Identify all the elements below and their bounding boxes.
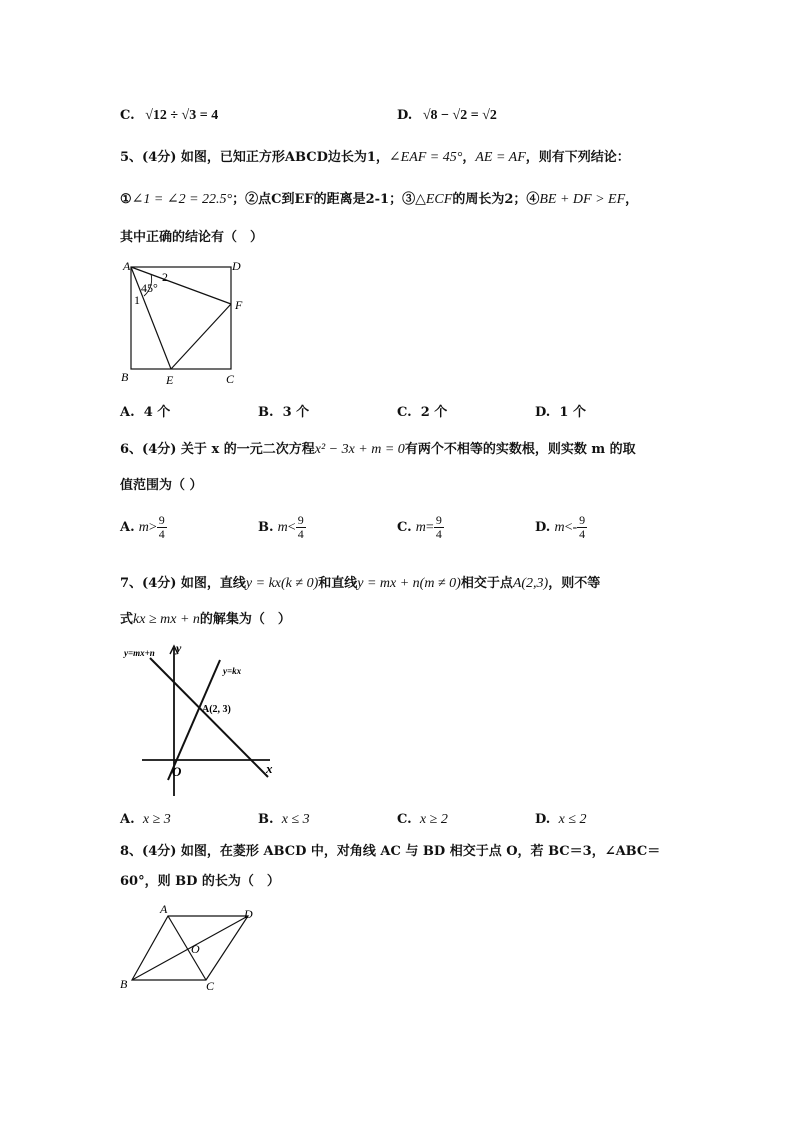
denominator: 4: [297, 527, 304, 541]
q5-stem-line3: 其中正确的结论有（ ）: [120, 230, 264, 245]
option-text: 4 个: [143, 405, 171, 420]
math: BE + DF > EF: [539, 192, 626, 207]
fraction: [157, 514, 167, 541]
option-var: m: [415, 520, 426, 535]
math: A(2,3): [512, 576, 549, 591]
angle-1-label: 1: [134, 293, 140, 307]
vertex-c-label: C: [206, 979, 215, 993]
option-label: A.: [120, 520, 135, 535]
diagonal-ac: [168, 916, 206, 980]
q5-option-b[interactable]: [258, 403, 309, 423]
option-label: D.: [535, 812, 551, 827]
math: x² − 3x + m = 0: [314, 442, 405, 457]
q6-option-b[interactable]: [258, 514, 306, 541]
text: ，则不等: [548, 576, 601, 591]
label-origin: O: [172, 764, 182, 779]
point-e-label: E: [166, 373, 174, 387]
text: 相交于点: [460, 576, 513, 591]
math: y = kx(k ≠ 0): [245, 576, 319, 591]
text: 7、(4分) 如图，直线: [120, 576, 246, 591]
q6-stem-line2: 值范围为（ ）: [120, 478, 203, 493]
option-rel: >: [148, 520, 157, 535]
vertex-d-label: D: [244, 907, 253, 921]
fraction: [296, 514, 306, 541]
text: ，: [625, 192, 639, 207]
denominator: 4: [435, 527, 442, 541]
option-label: B.: [258, 405, 274, 420]
numerator: 9: [435, 513, 442, 527]
option-label: C.: [120, 108, 135, 123]
q6-option-d[interactable]: [535, 514, 587, 541]
text: ，: [462, 150, 476, 165]
text: ；②点C到EF的距离是2-1；③: [232, 192, 416, 207]
q6-option-c[interactable]: [397, 514, 444, 541]
q6-option-a[interactable]: [120, 514, 167, 541]
vertex-c-label: C: [226, 372, 235, 386]
text: ，则有下列结论：: [525, 150, 630, 165]
text: 和直线: [318, 576, 358, 591]
q6-stem-line1: [120, 440, 636, 460]
q5-stem-line2: [120, 190, 638, 210]
angle-45-label: 45°: [141, 281, 158, 295]
option-text: x ≥ 2: [419, 812, 448, 827]
angle-2-label: 2: [162, 270, 168, 284]
text: 有两个不相等的实数根，则实数 m 的取: [404, 442, 636, 457]
text: 5、(4分) 如图，已知正方形ABCD边长为1，: [120, 150, 389, 165]
point-f-label: F: [235, 298, 243, 312]
option-expression: √8 − √2 = √2: [422, 108, 497, 123]
math: ∠EAF = 45°: [388, 150, 463, 165]
option-rel: =: [425, 520, 434, 535]
option-label: A.: [120, 405, 135, 420]
math: △ECF: [415, 192, 453, 207]
vertex-a-label: A: [123, 259, 131, 273]
math: AE = AF: [475, 150, 526, 165]
q8-stem-line1: 8、(4分) 如图，在菱形 ABCD 中，对角线 AC 与 BD 相交于点 O，若 BC＝3，∠ABC＝: [120, 844, 661, 859]
math: ∠1 = ∠2 = 22.5°: [131, 192, 233, 207]
math: y = mx + n(m ≠ 0): [357, 576, 461, 591]
segment-ef: [171, 304, 231, 369]
numerator: 9: [297, 513, 304, 527]
label-x-axis: x: [266, 761, 273, 776]
q4-option-d: [397, 106, 497, 126]
q5-stem-line1: [120, 148, 630, 168]
label-y-axis: y: [176, 641, 182, 655]
fraction: [577, 514, 587, 541]
option-text: x ≤ 3: [281, 812, 310, 827]
option-text: 1 个: [559, 405, 586, 420]
q5-option-d[interactable]: [535, 403, 586, 423]
text: 式: [120, 612, 134, 627]
vertex-a-label: A: [160, 902, 168, 916]
denominator: 4: [158, 527, 165, 541]
label-y-kx: y=kx: [223, 666, 242, 676]
text: ①: [120, 192, 132, 207]
q5-option-a[interactable]: [120, 403, 170, 423]
vertex-b-label: B: [120, 977, 128, 991]
label-y-mx-n: y=mx+n: [124, 648, 155, 658]
option-rel: <: [287, 520, 296, 535]
label-point-a: A(2, 3): [202, 704, 231, 715]
option-label: D.: [397, 108, 413, 123]
q7-option-b[interactable]: [258, 810, 310, 830]
q7-stem-line1: [120, 574, 600, 594]
center-o-label: O: [191, 942, 200, 956]
option-expression: √12 ÷ √3 = 4: [145, 108, 219, 123]
option-rel: <-: [564, 520, 578, 535]
option-label: D.: [535, 405, 551, 420]
q7-stem-line2: [120, 610, 291, 630]
option-label: B.: [258, 520, 274, 535]
option-text: x ≤ 2: [558, 812, 587, 827]
option-label: A.: [120, 812, 135, 827]
denominator: 4: [579, 527, 586, 541]
vertex-b-label: B: [121, 370, 129, 384]
q8-stem-line2: 60°，则 BD 的长为（ ）: [120, 874, 280, 889]
q7-option-d[interactable]: [535, 810, 587, 830]
option-label: D.: [535, 520, 551, 535]
q5-option-c[interactable]: [397, 403, 447, 423]
q7-option-c[interactable]: [397, 810, 448, 830]
option-label: C.: [397, 812, 412, 827]
q7-graph-figure: [120, 640, 280, 800]
option-label: B.: [258, 812, 274, 827]
numerator: 9: [579, 513, 586, 527]
q8-rhombus-figure: [116, 900, 266, 996]
option-text: 2 个: [420, 405, 448, 420]
option-text: 3 个: [282, 405, 310, 420]
option-var: m: [554, 520, 565, 535]
text: 的解集为（ ）: [199, 612, 291, 627]
option-label: C.: [397, 520, 412, 535]
q4-option-c: [120, 106, 218, 126]
option-label: C.: [397, 405, 412, 420]
numerator: 9: [158, 513, 165, 527]
text: 6、(4分) 关于 x 的一元二次方程: [120, 442, 315, 457]
q5-square-figure: [116, 256, 256, 388]
vertex-d-label: D: [232, 259, 241, 273]
fraction: [434, 514, 444, 541]
text: 的周长为2；④: [452, 192, 540, 207]
option-var: m: [277, 520, 288, 535]
option-var: m: [138, 520, 149, 535]
option-text: x ≥ 3: [142, 812, 171, 827]
math: kx ≥ mx + n: [133, 612, 200, 627]
q7-option-a[interactable]: [120, 810, 171, 830]
